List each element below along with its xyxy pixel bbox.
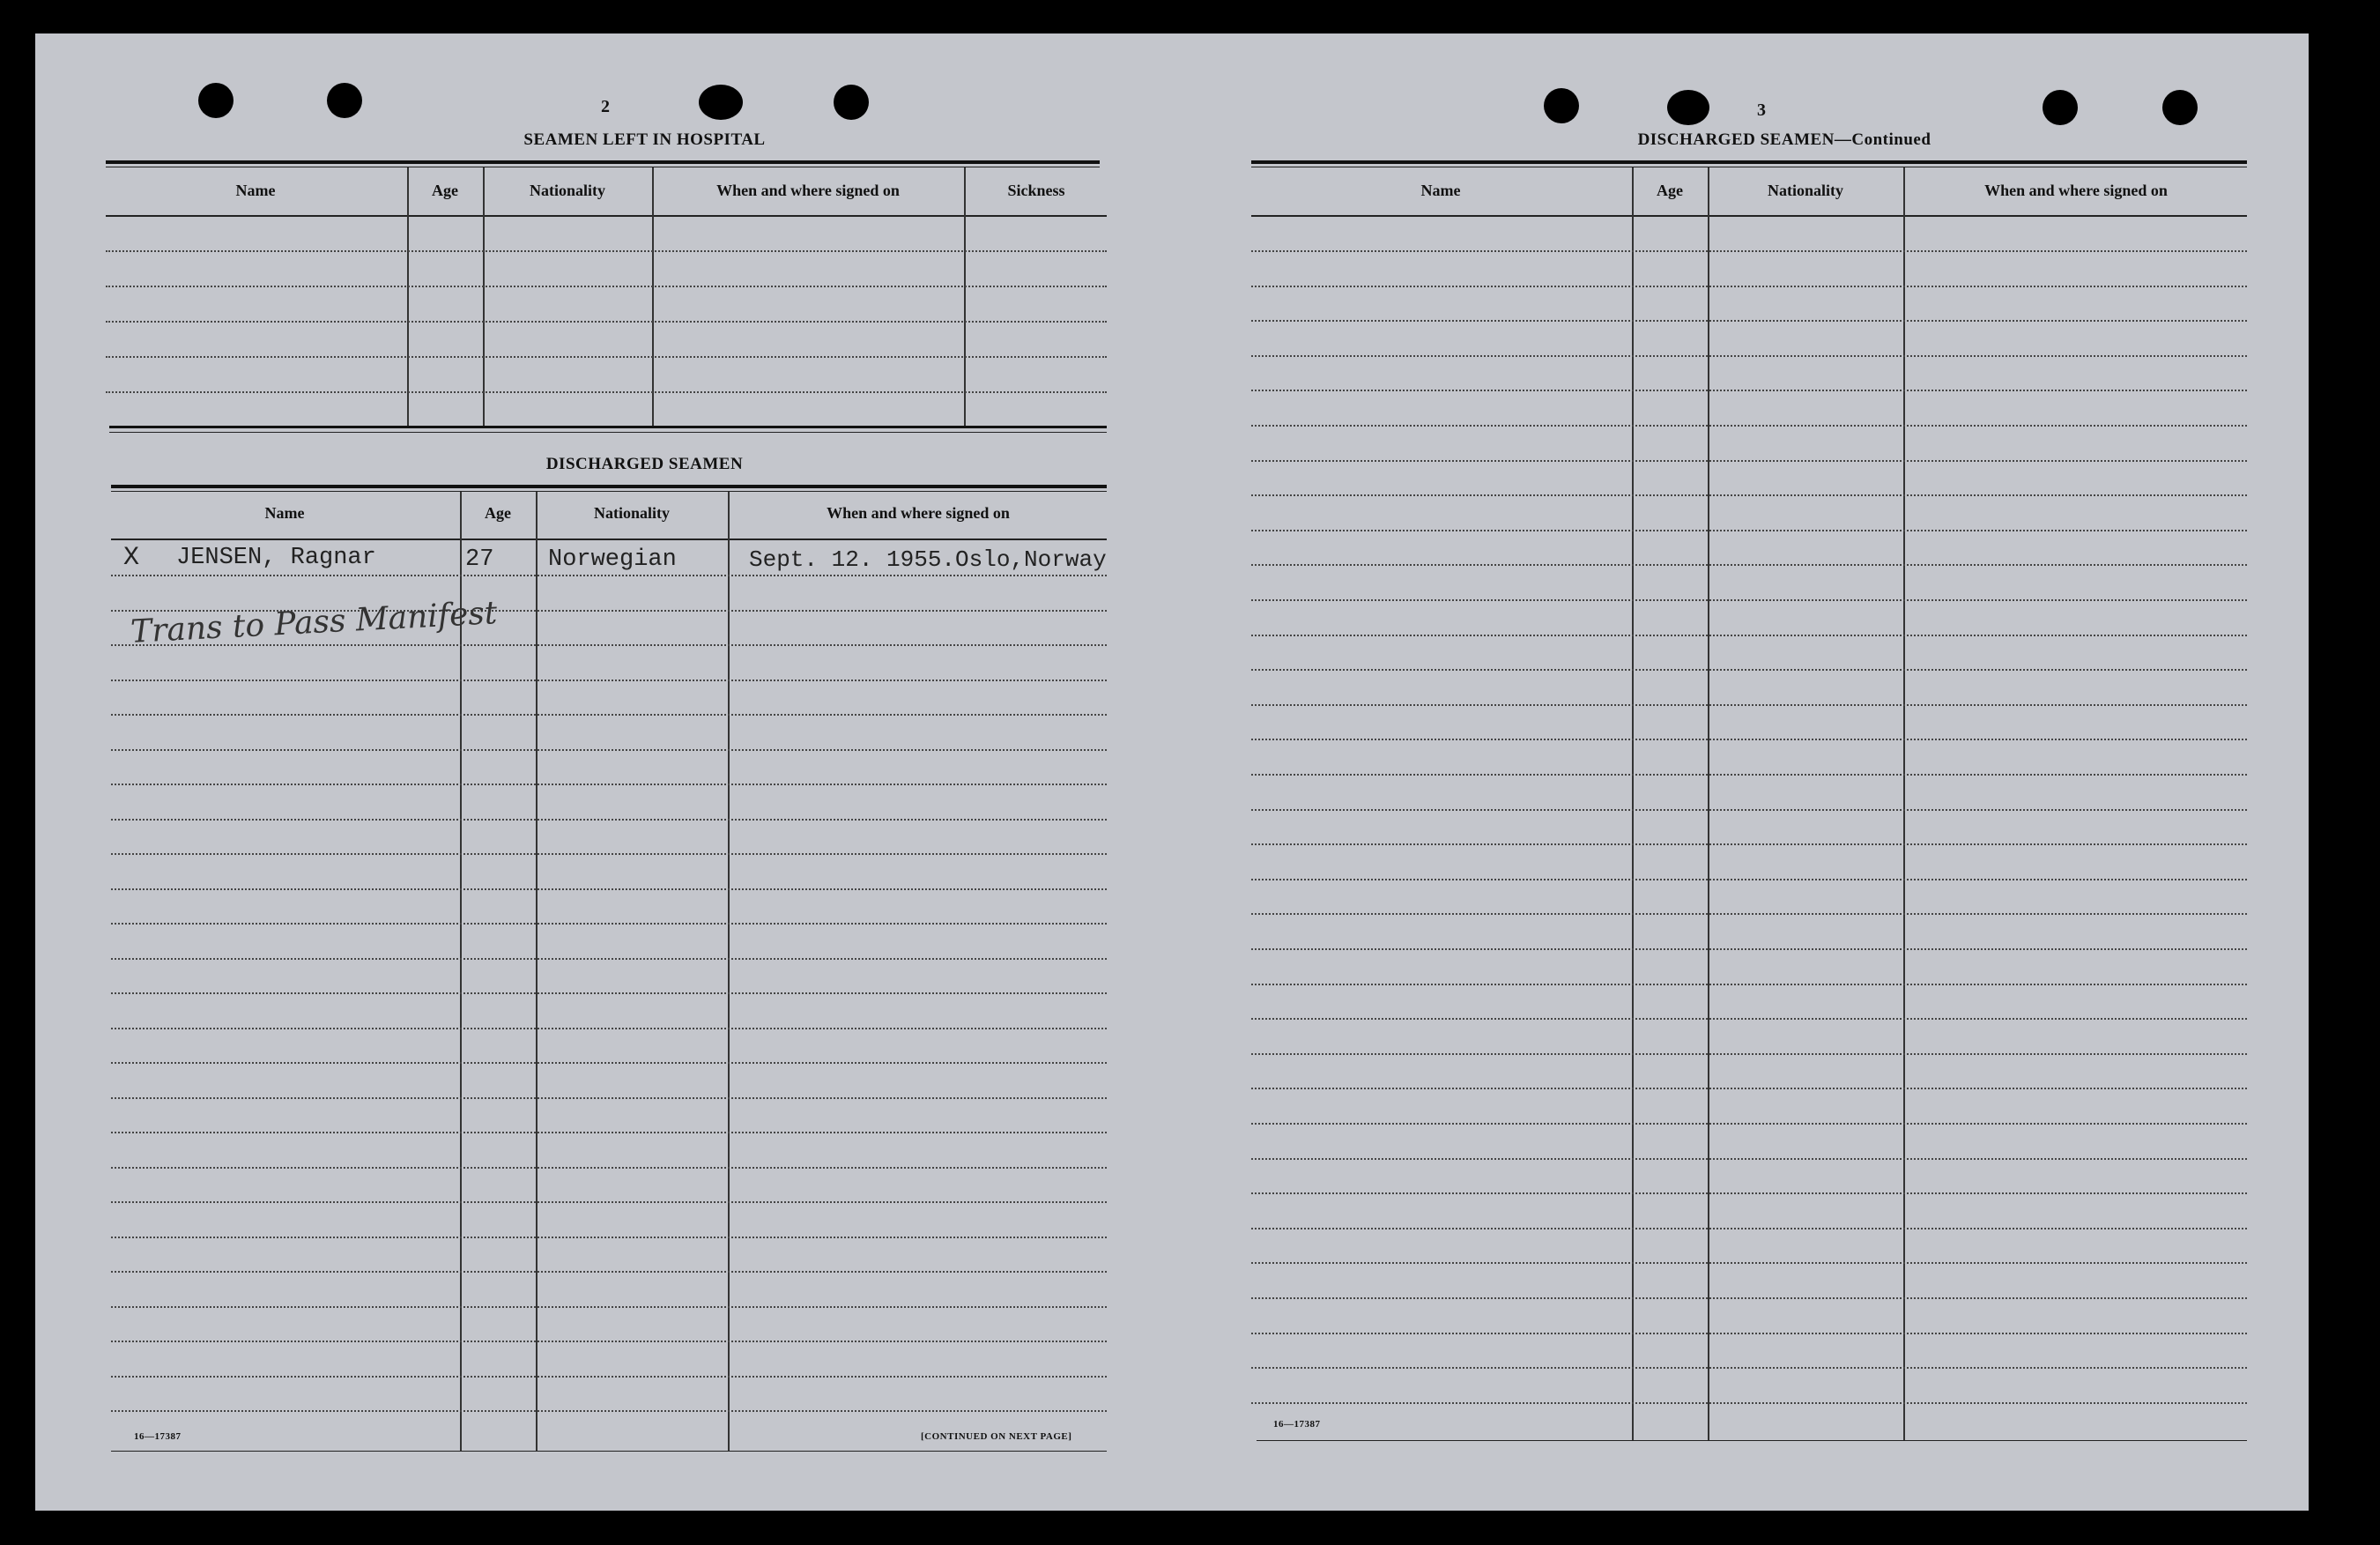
row-mark: X	[123, 543, 140, 573]
dotted-line	[111, 575, 1107, 576]
rule	[111, 1451, 1107, 1452]
dotted-line	[111, 1341, 1107, 1342]
dotted-line	[1251, 355, 2247, 357]
hospital-col-signed-on: When and where signed on	[716, 182, 900, 199]
dotted-line	[1251, 250, 2247, 252]
dotted-line	[106, 286, 1107, 287]
dotted-line	[1251, 1228, 2247, 1229]
dotted-line	[1251, 1123, 2247, 1125]
form-number-right: 16—17387	[1273, 1419, 1321, 1430]
dotted-line	[111, 819, 1107, 821]
dotted-line	[1251, 704, 2247, 706]
discharged-col-age: Age	[485, 504, 511, 522]
dotted-line	[1251, 390, 2247, 391]
dotted-line	[111, 992, 1107, 994]
hospital-col-nationality: Nationality	[529, 182, 605, 199]
rule	[109, 432, 1107, 433]
column-divider	[1708, 167, 1709, 1440]
dotted-line	[111, 1201, 1107, 1203]
dotted-line	[1251, 494, 2247, 496]
rule	[106, 215, 1107, 217]
dotted-line	[1251, 564, 2247, 566]
dotted-line	[111, 680, 1107, 681]
dotted-line	[1251, 1402, 2247, 1404]
dotted-line	[1251, 1053, 2247, 1055]
punch-hole	[2043, 90, 2078, 125]
right-col-age: Age	[1657, 182, 1683, 199]
column-divider	[483, 167, 485, 427]
dotted-line	[106, 391, 1107, 393]
form-number-left: 16—17387	[134, 1431, 182, 1442]
column-divider	[407, 167, 409, 427]
hospital-section-title: SEAMEN LEFT IN HOSPITAL	[523, 130, 766, 149]
dotted-line	[1251, 913, 2247, 915]
dotted-line	[1251, 1192, 2247, 1194]
column-divider	[964, 167, 966, 427]
rule	[111, 539, 1107, 540]
dotted-line	[1251, 530, 2247, 531]
dotted-line	[1251, 1158, 2247, 1160]
dotted-line	[106, 250, 1107, 252]
page-number-right: 3	[1757, 100, 1766, 120]
dotted-line	[111, 923, 1107, 925]
punch-hole	[1667, 90, 1709, 125]
discharged-col-name: Name	[264, 504, 305, 522]
dotted-line	[111, 853, 1107, 855]
dotted-line	[111, 784, 1107, 785]
punch-hole	[2162, 90, 2198, 125]
dotted-line	[1251, 286, 2247, 287]
dotted-line	[111, 1028, 1107, 1029]
dotted-line	[1251, 1088, 2247, 1089]
column-divider	[1903, 167, 1905, 1440]
dotted-line	[111, 958, 1107, 960]
dotted-line	[1251, 1333, 2247, 1334]
page-number-left: 2	[601, 97, 610, 116]
dotted-line	[1251, 669, 2247, 671]
dotted-line	[106, 356, 1107, 358]
dotted-line	[1251, 1018, 2247, 1020]
dotted-line	[111, 1376, 1107, 1378]
dotted-line	[111, 1167, 1107, 1169]
dotted-line	[111, 644, 1107, 646]
dotted-line	[1251, 460, 2247, 462]
dotted-line	[111, 1410, 1107, 1412]
dotted-line	[1251, 774, 2247, 776]
discharged-col-signed-on: When and where signed on	[827, 504, 1010, 522]
punch-hole	[699, 85, 743, 120]
right-col-signed-on: When and where signed on	[1984, 182, 2168, 199]
dotted-line	[1251, 425, 2247, 427]
dotted-line	[111, 749, 1107, 751]
rule	[109, 426, 1107, 428]
dotted-line	[1251, 984, 2247, 985]
handwritten-note: Trans to Pass Manifest	[130, 595, 499, 650]
discharged-section-title: DISCHARGED SEAMEN	[545, 455, 744, 473]
row-name: JENSEN, Ragnar	[176, 545, 376, 571]
dotted-line	[1251, 809, 2247, 811]
punch-hole	[834, 85, 869, 120]
dotted-line	[111, 1306, 1107, 1308]
dotted-line	[1251, 635, 2247, 636]
dotted-line	[1251, 320, 2247, 322]
dotted-line	[1251, 1297, 2247, 1299]
punch-hole	[1544, 88, 1579, 123]
dotted-line	[111, 1132, 1107, 1133]
dotted-line	[111, 714, 1107, 716]
hospital-col-name: Name	[235, 182, 276, 199]
row-nationality: Norwegian	[548, 546, 677, 573]
column-divider	[652, 167, 654, 427]
column-divider	[1632, 167, 1634, 1440]
dotted-line	[1251, 879, 2247, 880]
row-signed-on: Sept. 12. 1955.Oslo,Norway	[749, 546, 1107, 573]
rule	[111, 491, 1107, 492]
dotted-line	[1251, 599, 2247, 601]
dotted-line	[1251, 843, 2247, 845]
hospital-col-sickness: Sickness	[1007, 182, 1065, 199]
dotted-line	[111, 1097, 1107, 1099]
dotted-line	[111, 888, 1107, 890]
dotted-line	[111, 1237, 1107, 1238]
dotted-line	[111, 1271, 1107, 1273]
hospital-col-age: Age	[432, 182, 458, 199]
row-age: 27	[465, 546, 494, 573]
document-sheet	[35, 33, 2309, 1511]
continued-notice: [CONTINUED ON NEXT PAGE]	[921, 1431, 1072, 1442]
dotted-line	[1251, 1367, 2247, 1369]
punch-hole	[327, 83, 362, 118]
rule	[111, 485, 1107, 488]
discharged-continued-title: DISCHARGED SEAMEN—Continued	[1637, 130, 1931, 149]
rule	[1251, 215, 2247, 217]
right-col-nationality: Nationality	[1767, 182, 1843, 199]
right-col-name: Name	[1420, 182, 1461, 199]
discharged-col-nationality: Nationality	[593, 504, 670, 522]
rule	[106, 160, 1100, 164]
dotted-line	[1251, 948, 2247, 950]
dotted-line	[1251, 739, 2247, 740]
rule	[1251, 160, 2247, 164]
dotted-line	[1251, 1262, 2247, 1264]
dotted-line	[111, 1062, 1107, 1064]
dotted-line	[106, 321, 1107, 323]
rule	[1257, 1440, 2247, 1441]
punch-hole	[198, 83, 234, 118]
